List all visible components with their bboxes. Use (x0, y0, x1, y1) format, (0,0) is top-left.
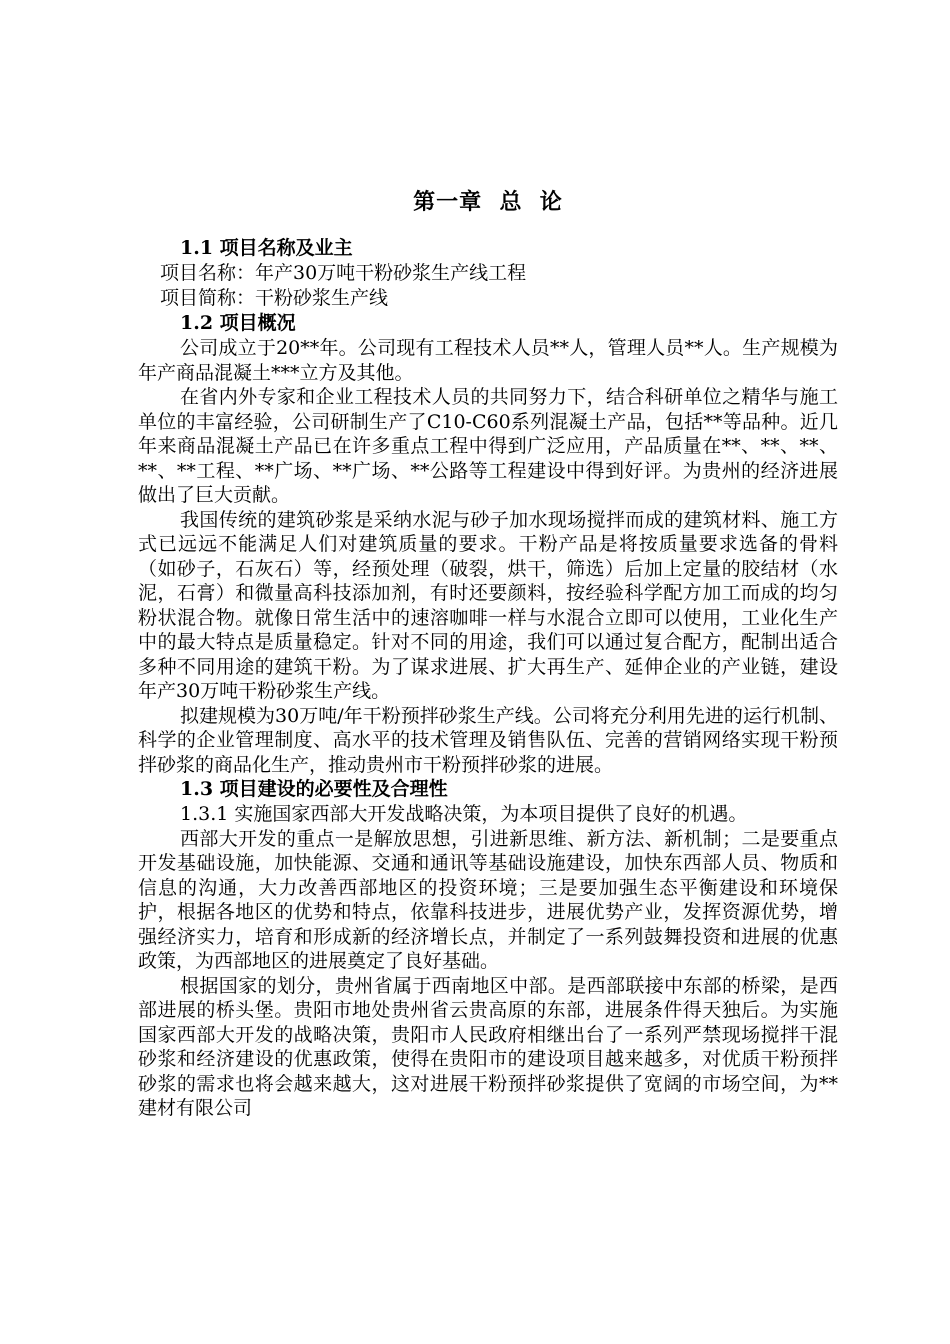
overview-paragraph-2: 在省内外专家和企业工程技术人员的共同努力下，结合科研单位之精华与施工单位的丰富经验，公司研制生产了C10-C60系列混凝土产品，包括**等品种。近几年来商品混凝土产品已在许多重点工程中得到广泛应用，产品质量在**、**、**、**、**工程、**广场、**广场、**公路等工程建设中得到好评。为贵州的经济进展做出了巨大贡献。 (138, 386, 838, 506)
section-heading-1-1: 1.1 项目名称及业主 (180, 237, 353, 259)
overview-paragraph-1: 公司成立于20**年。公司现有工程技术人员**人，管理人员**人。生产规模为年产商品混凝土***立方及其他。 (138, 337, 838, 384)
section-heading-1-2: 1.2 项目概况 (180, 312, 296, 334)
necessity-paragraph-1: 西部大开发的重点一是解放思想，引进新思维、新方法、新机制；二是要重点开发基础设施，加快能源、交通和通讯等基础设施建设，加快东西部人员、物质和信息的沟通，大力改善西部地区的投资环境；三是要加强生态平衡建设和环境保护，根据各地区的优势和特点，依靠科技进步，进展优势产业，发挥资源优势，增强经济实力，培育和形成新的经济增长点，并制定了一系列鼓舞投资和进展的优惠政策，为西部地区的进展奠定了良好基础。 (138, 827, 838, 972)
document-page (138, 0, 838, 1121)
section-heading-1-3: 1.3 项目建设的必要性及合理性 (180, 778, 448, 800)
overview-paragraph-3: 我国传统的建筑砂浆是采纳水泥与砂子加水现场搅拌而成的建筑材料、施工方式已远远不能满足人们对建筑质量的要求。干粉产品是将按质量要求选备的骨料（如砂子，石灰石）等，经预处理（破裂，烘干，筛选）后加上定量的胶结材（水泥，石膏）和微量高科技添加剂，有时还要颜料，按经验科学配方加工而成的均匀粉状混合物。就像日常生活中的速溶咖啡一样与水混合立即可以使用，工业化生产中的最大特点是质量稳定。针对不同的用途，我们可以通过复合配方，配制出适合多种不同用途的建筑干粉。为了谋求进展、扩大再生产、延伸企业的产业链，建设年产30万吨干粉砂浆生产线。 (138, 508, 838, 702)
project-name-line: 项目名称：年产30万吨干粉砂浆生产线工程 (160, 262, 527, 284)
project-short-name-line: 项目简称：干粉砂浆生产线 (160, 287, 389, 309)
overview-paragraph-4: 拟建规模为30万吨/年干粉预拌砂浆生产线。公司将充分利用先进的运行机制、科学的企业管理制度、高水平的技术管理及销售队伍、完善的营销网络实现干粉预拌砂浆的商品化生产，推动贵州市干粉预拌砂浆的进展。 (138, 704, 838, 776)
chapter-title: 第一章 总 论 (413, 189, 563, 215)
subsection-1-3-1-line: 1.3.1 实施国家西部大开发战略决策，为本项目提供了良好的机遇。 (180, 803, 748, 825)
necessity-paragraph-2: 根据国家的划分，贵州省属于西南地区中部。是西部联接中东部的桥梁，是西部进展的桥头堡。贵阳市地处贵州省云贵高原的东部，进展条件得天独后。为实施国家西部大开发的战略决策，贵阳市人民政府相继出台了一系列严禁现场搅拌干混砂浆和经济建设的优惠政策，使得在贵阳市的建设项目越来越多，对优质干粉预拌砂浆的需求也将会越来越大，这对进展干粉预拌砂浆提供了宽阔的市场空间，为**建材有限公司 (138, 974, 838, 1119)
